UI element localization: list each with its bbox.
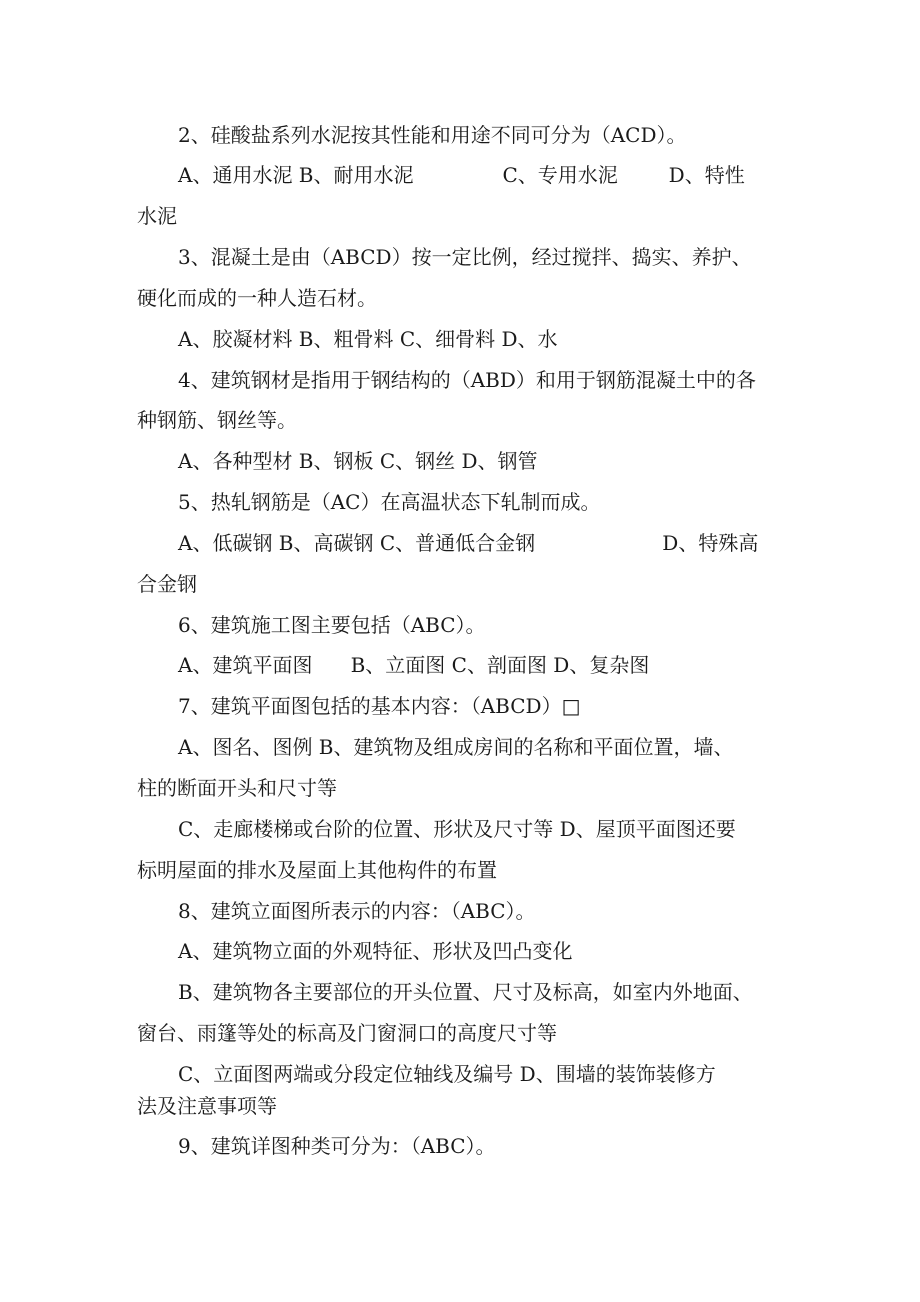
question-2-stem: 2、硅酸盐系列水泥按其性能和用途不同可分为（ACD）。 [178,123,687,147]
question-7-option-cd-cont: 标明屋面的排水及屋面上其他构件的布置 [137,858,497,882]
question-8-option-b-cont: 窗台、雨篷等处的标高及门窗洞口的高度尺寸等 [137,1021,557,1045]
question-8-option-a: A、建筑物立面的外观特征、形状及凹凸变化 [178,939,573,963]
question-8-stem: 8、建筑立面图所表示的内容：（ABC）。 [178,899,536,923]
question-5-stem: 5、热轧钢筋是（AC）在高温状态下轧制而成。 [178,490,601,514]
question-7-option-cd: C、走廊楼梯或台阶的位置、形状及尺寸等 D、屋顶平面图还要 [178,817,736,841]
question-8-option-cd-cont: 法及注意事项等 [137,1094,277,1118]
question-3-stem-cont: 硬化而成的一种人造石材。 [137,286,377,310]
question-8-option-cd: C、立面图两端或分段定位轴线及编号 D、围墙的装饰装修方 [178,1062,716,1086]
question-2-options: A、通用水泥 B、耐用水泥 C、专用水泥 D、特性 [178,163,745,187]
question-3-stem: 3、混凝土是由（ABCD）按一定比例，经过搅拌、捣实、养护、 [178,245,752,269]
question-8-option-b: B、建筑物各主要部位的开头位置、尺寸及标高，如室内外地面、 [178,980,753,1004]
question-5-options: A、低碳钢 B、高碳钢 C、普通低合金钢 D、特殊高 [178,531,759,555]
question-7-option-ab-cont: 柱的断面开头和尺寸等 [137,776,337,800]
question-4-stem: 4、建筑钢材是指用于钢结构的（ABD）和用于钢筋混凝土中的各 [178,368,756,392]
question-5-options-cont: 合金钢 [137,572,197,596]
question-2-options-cont: 水泥 [137,204,177,228]
question-7-option-ab: A、图名、图例 B、建筑物及组成房间的名称和平面位置，墙、 [178,735,734,759]
question-6-options: A、建筑平面图 B、立面图 C、剖面图 D、复杂图 [178,653,650,677]
question-3-options: A、胶凝材料 B、粗骨料 C、细骨料 D、水 [178,327,558,351]
question-7-stem: 7、建筑平面图包括的基本内容：（ABCD）□ [178,694,581,718]
question-6-stem: 6、建筑施工图主要包括（ABC）。 [178,613,486,637]
question-4-stem-cont: 种钢筋、钢丝等。 [137,408,297,432]
question-9-stem: 9、建筑详图种类可分为：（ABC）。 [178,1134,496,1158]
question-4-options: A、各种型材 B、钢板 C、钢丝 D、钢管 [178,449,538,473]
